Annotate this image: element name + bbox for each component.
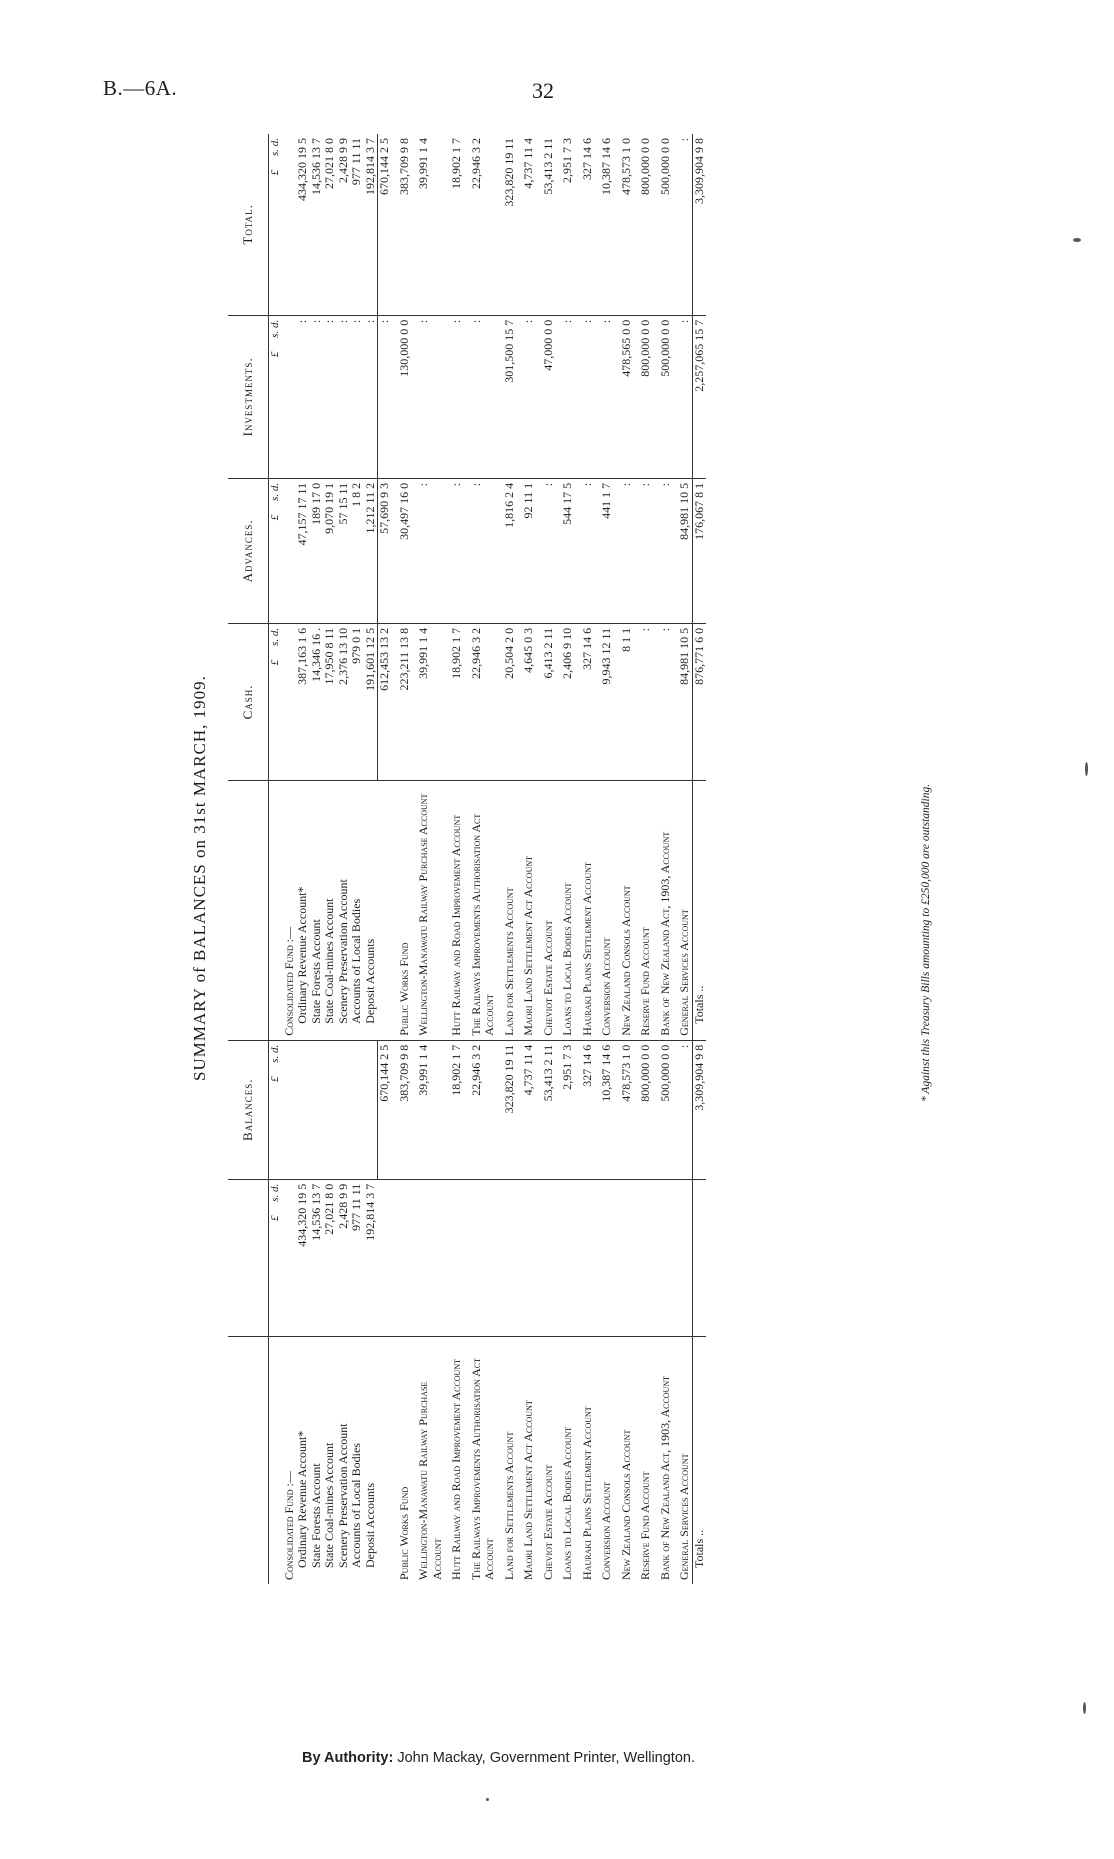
account-cash: 39,991 1 4 bbox=[417, 623, 444, 780]
cash-cell: 14,346 16 . bbox=[310, 623, 324, 780]
sub-account-row bbox=[337, 134, 351, 1584]
account-advances: : bbox=[417, 478, 444, 623]
consolidated-fund-label-right: Consolidated Fund :— bbox=[283, 780, 297, 1040]
sub-account-amount: 434,320 19 5 bbox=[296, 1179, 310, 1336]
account-cash: 6,413 2 11 bbox=[542, 623, 556, 780]
account-balance: 800,000 0 0 bbox=[639, 1040, 653, 1179]
account-total: 53,413 2 11 bbox=[540, 138, 555, 195]
account-cash: 20,504 2 0 bbox=[503, 623, 517, 780]
document-reference: B.—6A. bbox=[103, 76, 178, 100]
account-name: Loans to Local Bodies Account bbox=[561, 1336, 575, 1584]
amount-cell bbox=[620, 1179, 634, 1336]
account-advances: : bbox=[581, 478, 595, 623]
amount-cell bbox=[503, 1179, 517, 1336]
totals-investments: 2,257,065 15 7 bbox=[692, 315, 706, 478]
amount-cell bbox=[378, 1179, 392, 1336]
scan-mark bbox=[486, 1798, 489, 1801]
sub-account-amount: 977 11 11 bbox=[350, 1179, 364, 1336]
advances-cell: 9,070 19 1 bbox=[323, 478, 337, 623]
sub-account-name-right: Ordinary Revenue Account* bbox=[296, 780, 310, 1040]
account-row bbox=[620, 134, 634, 1584]
authority-label: By Authority: bbox=[302, 1750, 394, 1766]
account-name: New Zealand Consols Account bbox=[620, 1336, 634, 1584]
account-name-right: Conversion Account bbox=[600, 780, 614, 1040]
amount-cell bbox=[470, 1179, 497, 1336]
total-cell: 27,021 8 0 bbox=[322, 138, 336, 189]
account-advances: 84,981 10 5 bbox=[678, 478, 692, 623]
header-cash: Cash. bbox=[228, 623, 269, 780]
account-advances: : bbox=[470, 478, 497, 623]
account-name: Conversion Account bbox=[600, 1336, 614, 1584]
investments-cell: : bbox=[296, 315, 310, 478]
account-balance: 39,991 1 4 bbox=[417, 1040, 444, 1179]
consolidated-advances: 57,690 9 3 bbox=[378, 478, 392, 623]
account-balance: 10,387 14 6 bbox=[600, 1040, 614, 1179]
consolidated-total-row bbox=[378, 134, 392, 1584]
account-advances: 92 11 1 bbox=[522, 478, 536, 623]
account-investments: : bbox=[581, 315, 595, 478]
consolidated-cash: 612,453 13 2 bbox=[378, 623, 392, 780]
balance-cell bbox=[337, 1040, 351, 1179]
account-advances: : bbox=[639, 478, 653, 623]
account-name-right: Hauraki Plains Settlement Account bbox=[581, 780, 595, 1040]
sub-account-row bbox=[350, 134, 364, 1584]
account-name: Hauraki Plains Settlement Account bbox=[581, 1336, 595, 1584]
scan-mark bbox=[1083, 1702, 1086, 1714]
account-row bbox=[581, 134, 595, 1584]
totals-label: Totals .. bbox=[692, 1336, 706, 1584]
account-investments: 478,565 0 0 bbox=[620, 315, 634, 478]
cash-cell: 387,163 1 6 bbox=[296, 623, 310, 780]
account-cash: 18,902 1 7 bbox=[450, 623, 464, 780]
account-row bbox=[678, 134, 692, 1584]
account-row bbox=[542, 134, 556, 1584]
account-total: 500,000 0 0 bbox=[657, 138, 672, 195]
account-advances: : bbox=[542, 478, 556, 623]
sub-account-row bbox=[296, 134, 310, 1584]
advances-cell: 1,212 11 2 bbox=[364, 478, 378, 623]
account-investments: : bbox=[678, 315, 692, 478]
account-investments: : bbox=[561, 315, 575, 478]
account-cash: 22,946 3 2 bbox=[470, 623, 497, 780]
account-name-right: New Zealand Consols Account bbox=[620, 780, 634, 1040]
printer-name: John Mackay, Government Printer, Wellington. bbox=[397, 1750, 695, 1766]
account-total: 10,387 14 6 bbox=[599, 138, 613, 195]
sub-account-name-right: State Coal-mines Account bbox=[323, 780, 337, 1040]
page-number: 32 bbox=[532, 78, 554, 103]
scan-mark bbox=[1085, 762, 1088, 776]
account-balance: 323,820 19 11 bbox=[503, 1040, 517, 1179]
sub-account-name-right: Scenery Preservation Account bbox=[337, 780, 351, 1040]
account-name: The Railways Improvements Authorisation Act Account bbox=[470, 1336, 497, 1584]
totals-advances: 176,067 8 1 bbox=[692, 478, 706, 623]
amount-cell bbox=[398, 1179, 412, 1336]
account-balance: 18,902 1 7 bbox=[450, 1040, 464, 1179]
account-investments: : bbox=[522, 315, 536, 478]
amount-cell bbox=[639, 1179, 653, 1336]
account-total: 2,951 7 3 bbox=[560, 138, 574, 183]
balance-cell bbox=[296, 1040, 310, 1179]
amount-cell bbox=[600, 1179, 614, 1336]
sub-account-name: Ordinary Revenue Account* bbox=[296, 1336, 310, 1584]
account-row bbox=[561, 134, 575, 1584]
account-row bbox=[659, 134, 673, 1584]
sub-account-row bbox=[323, 134, 337, 1584]
account-advances: 544 17 5 bbox=[561, 478, 575, 623]
sub-account-name: State Forests Account bbox=[310, 1336, 324, 1584]
account-name: Bank of New Zealand Act, 1903, Account bbox=[659, 1336, 673, 1584]
advances-cell: 1 8 2 bbox=[350, 478, 364, 623]
account-balance: : bbox=[678, 1040, 692, 1179]
sub-account-row bbox=[364, 134, 378, 1584]
account-name: Maori Land Settlement Act Account bbox=[522, 1336, 536, 1584]
cash-cell: 979 0 1 bbox=[350, 623, 364, 780]
account-name: Public Works Fund bbox=[398, 1336, 412, 1584]
account-advances: : bbox=[659, 478, 673, 623]
total-cell: 14,536 13 7 bbox=[308, 138, 323, 195]
total-cell: 192,814 3 7 bbox=[362, 138, 377, 195]
account-advances: 441 1 7 bbox=[600, 478, 614, 623]
header-right-blank bbox=[228, 780, 269, 1040]
investments-cell: : bbox=[364, 315, 378, 478]
amount-cell bbox=[542, 1179, 556, 1336]
advances-cell: 189 17 0 bbox=[310, 478, 324, 623]
account-total: 39,991 1 4 bbox=[416, 138, 430, 189]
account-advances: 1,816 2 4 bbox=[503, 478, 517, 623]
advances-cell: 47,157 17 11 bbox=[296, 478, 310, 623]
totals-row bbox=[692, 134, 706, 1584]
account-investments: : bbox=[450, 315, 464, 478]
amount-cell bbox=[659, 1179, 673, 1336]
account-balance: 4,737 11 4 bbox=[522, 1040, 536, 1179]
table-title: SUMMARY of BALANCES on 31st MARCH, 1909. bbox=[190, 675, 209, 1081]
sub-account-name: Accounts of Local Bodies bbox=[350, 1336, 364, 1584]
advances-cell: 57 15 11 bbox=[337, 478, 351, 623]
amount-cell bbox=[678, 1179, 692, 1336]
table-body bbox=[269, 134, 707, 1584]
account-row bbox=[450, 134, 464, 1584]
sub-account-name-right: Accounts of Local Bodies bbox=[350, 780, 364, 1040]
account-row bbox=[398, 134, 412, 1584]
account-investments: : bbox=[470, 315, 497, 478]
account-cash: : bbox=[639, 623, 653, 780]
account-total: 327 14 6 bbox=[579, 138, 594, 180]
account-name-right: Maori Land Settlement Act Account bbox=[522, 780, 536, 1040]
account-total: 18,902 1 7 bbox=[449, 138, 463, 189]
account-balance: 383,709 9 8 bbox=[398, 1040, 412, 1179]
account-cash: 4,645 0 3 bbox=[522, 623, 536, 780]
account-investments: 47,000 0 0 bbox=[542, 315, 556, 478]
account-total: 323,820 19 11 bbox=[501, 138, 516, 207]
account-name-right: Public Works Fund bbox=[398, 780, 412, 1040]
consolidated-fund-label: Consolidated Fund :— bbox=[283, 1336, 297, 1584]
account-total: 383,709 9 8 bbox=[396, 138, 411, 195]
account-name-right: Loans to Local Bodies Account bbox=[561, 780, 575, 1040]
label-cell bbox=[378, 780, 392, 1040]
account-cash: 84,981 10 5 bbox=[678, 623, 692, 780]
account-row bbox=[503, 134, 517, 1584]
account-balance: 500,000 0 0 bbox=[659, 1040, 673, 1179]
account-investments: : bbox=[417, 315, 444, 478]
balance-cell bbox=[310, 1040, 324, 1179]
cash-cell: 17,950 8 11 bbox=[323, 623, 337, 780]
sub-account-row bbox=[310, 134, 324, 1584]
account-balance: 478,573 1 0 bbox=[620, 1040, 634, 1179]
account-total: 800,000 0 0 bbox=[638, 138, 652, 195]
account-investments: 130,000 0 0 bbox=[398, 315, 412, 478]
account-name-right: Hutt Railway and Road Improvement Account bbox=[450, 780, 464, 1040]
account-row bbox=[639, 134, 653, 1584]
total-cell: 977 11 11 bbox=[349, 138, 363, 186]
rotated-summary-table bbox=[190, 124, 990, 1632]
header-investments: Investments. bbox=[228, 315, 269, 478]
sub-account-amount: 27,021 8 0 bbox=[323, 1179, 337, 1336]
amount-cell bbox=[417, 1179, 444, 1336]
sub-account-name: Deposit Accounts bbox=[364, 1336, 378, 1584]
account-name: Reserve Fund Account bbox=[639, 1336, 653, 1584]
amount-cell bbox=[581, 1179, 595, 1336]
balance-cell bbox=[323, 1040, 337, 1179]
total-cell: 434,320 19 5 bbox=[295, 138, 309, 201]
amount-cell bbox=[450, 1179, 464, 1336]
consolidated-fund-row bbox=[283, 134, 297, 1584]
sub-account-amount: 192,814 3 7 bbox=[364, 1179, 378, 1336]
total-cell: 2,428 9 9 bbox=[335, 138, 350, 183]
account-name: General Services Account bbox=[678, 1336, 692, 1584]
account-name-right: Land for Settlements Account bbox=[503, 780, 517, 1040]
account-name-right: Bank of New Zealand Act, 1903, Account bbox=[659, 780, 673, 1040]
account-cash: 327 14 6 bbox=[581, 623, 595, 780]
header-left-blank bbox=[228, 1336, 269, 1584]
header-advances: Advances. bbox=[228, 478, 269, 623]
balance-cell bbox=[350, 1040, 364, 1179]
account-row bbox=[470, 134, 497, 1584]
sub-account-name: State Coal-mines Account bbox=[323, 1336, 337, 1584]
printer-credit bbox=[302, 1750, 695, 1766]
account-balance: 53,413 2 11 bbox=[542, 1040, 556, 1179]
cash-cell: 191,601 12 5 bbox=[364, 623, 378, 780]
investments-cell: : bbox=[323, 315, 337, 478]
account-total: : bbox=[677, 138, 691, 142]
account-balance: 327 14 6 bbox=[581, 1040, 595, 1179]
sub-account-amount: 14,536 13 7 bbox=[310, 1179, 324, 1336]
account-name-right: Wellington-Manawatu Railway Purchase Account bbox=[417, 780, 444, 1040]
account-advances: 30,497 16 0 bbox=[398, 478, 412, 623]
account-cash: 9,943 12 11 bbox=[600, 623, 614, 780]
sub-account-name: Scenery Preservation Account bbox=[337, 1336, 351, 1584]
units-row: £ s. d. £ s. d. £ s. d. £ s. d. £ s. d. £ s. d. bbox=[269, 134, 283, 1584]
account-investments: 301,500 15 7 bbox=[503, 315, 517, 478]
totals-label-right: Totals .. bbox=[692, 780, 706, 1040]
account-total: 22,946 3 2 bbox=[468, 138, 483, 189]
amount-cell bbox=[561, 1179, 575, 1336]
balances-table bbox=[228, 134, 706, 1584]
header-balances: Balances. bbox=[228, 1040, 269, 1179]
account-investments: 500,000 0 0 bbox=[659, 315, 673, 478]
consolidated-balance: 670,144 2 5 bbox=[378, 1040, 392, 1179]
account-balance: 22,946 3 2 bbox=[470, 1040, 497, 1179]
account-total: 4,737 11 4 bbox=[521, 138, 535, 189]
footnote: * Against this Treasury Bills amounting to £250,000 are outstanding. bbox=[920, 783, 932, 1102]
account-name-right: Cheviot Estate Account bbox=[542, 780, 556, 1040]
header-left-amounts bbox=[228, 1179, 269, 1336]
account-cash: 2,406 9 10 bbox=[561, 623, 575, 780]
account-cash: 223,211 13 8 bbox=[398, 623, 412, 780]
account-total: 478,573 1 0 bbox=[618, 138, 633, 195]
account-balance: 2,951 7 3 bbox=[561, 1040, 575, 1179]
account-name: Cheviot Estate Account bbox=[542, 1336, 556, 1584]
investments-cell: : bbox=[310, 315, 324, 478]
investments-cell: : bbox=[337, 315, 351, 478]
account-name-right: Reserve Fund Account bbox=[639, 780, 653, 1040]
account-advances: : bbox=[450, 478, 464, 623]
account-name: Wellington-Manawatu Railway Purchase Account bbox=[417, 1336, 444, 1584]
header-total: Total. bbox=[228, 134, 269, 315]
totals-balance: 3,309,904 9 8 bbox=[692, 1040, 706, 1179]
label-cell bbox=[378, 1336, 392, 1584]
account-cash: 8 1 1 bbox=[620, 623, 634, 780]
consolidated-investments: : bbox=[378, 315, 392, 478]
sub-account-name-right: Deposit Accounts bbox=[364, 780, 378, 1040]
account-cash: : bbox=[659, 623, 673, 780]
account-advances: : bbox=[620, 478, 634, 623]
investments-cell: : bbox=[350, 315, 364, 478]
account-row bbox=[600, 134, 614, 1584]
sub-account-name-right: State Forests Account bbox=[310, 780, 324, 1040]
account-row bbox=[522, 134, 536, 1584]
scan-mark bbox=[1073, 238, 1081, 242]
cash-cell: 2,376 13 10 bbox=[337, 623, 351, 780]
amount-cell bbox=[522, 1179, 536, 1336]
account-name-right: General Services Account bbox=[678, 780, 692, 1040]
account-row bbox=[417, 134, 444, 1584]
consolidated-total: 670,144 2 5 bbox=[378, 134, 392, 315]
account-investments: 800,000 0 0 bbox=[639, 315, 653, 478]
account-name: Land for Settlements Account bbox=[503, 1336, 517, 1584]
balance-cell bbox=[364, 1040, 378, 1179]
amount-cell bbox=[692, 1179, 706, 1336]
totals-total: 3,309,904 9 8 bbox=[692, 134, 706, 315]
account-name: Hutt Railway and Road Improvement Account bbox=[450, 1336, 464, 1584]
account-investments: : bbox=[600, 315, 614, 478]
sub-account-amount: 2,428 9 9 bbox=[337, 1179, 351, 1336]
account-name-right: The Railways Improvements Authorisation Act Account bbox=[470, 780, 497, 1040]
totals-cash: 876,771 6 0 bbox=[692, 623, 706, 780]
